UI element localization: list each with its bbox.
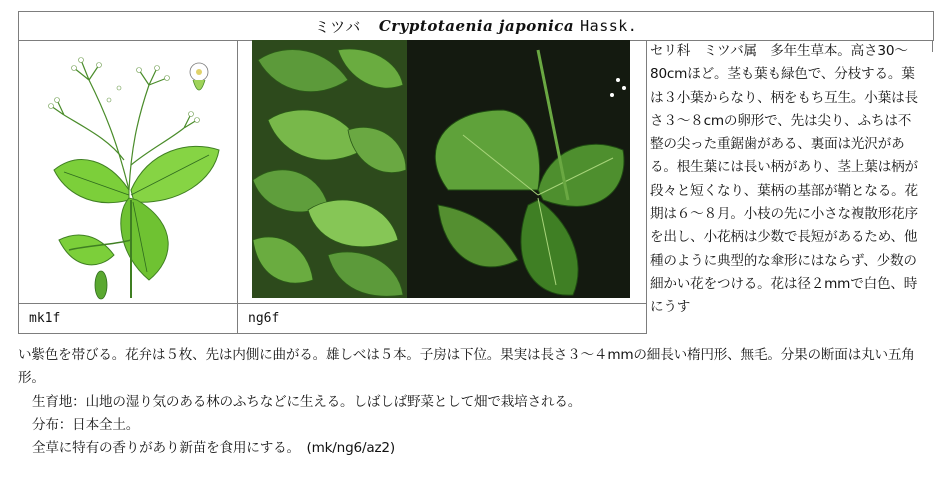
fruit-detail xyxy=(95,271,107,299)
japanese-name: ミツバ xyxy=(314,17,361,36)
scientific-name: Cryptotaenia japonica xyxy=(378,17,575,35)
botanical-illustration xyxy=(19,40,237,303)
photo-caption: ng6f xyxy=(238,304,647,334)
image-table xyxy=(18,40,647,334)
botanical-illustration-cell xyxy=(19,40,238,303)
caption-row xyxy=(19,303,647,334)
distribution-text: 分布：日本全土。 xyxy=(32,416,140,433)
description-side: セリ科 ミツバ属 多年生草本。高さ30～80cmほど。茎も葉も緑色で、分枝する。葉は３小葉からなり、柄をもち互生。小葉は長さ３～８cmの卵形で、先は尖り、ふちは不整の尖った重鋸歯がある、裏面は光沢がある。根生葉には長い柄があり、茎上葉は柄が段々と短くなり、葉柄の基部が鞘となる。花期は６～８月。小枝の先に小さな複散形花序を出し、小花柄は少数で長短があるため、他種のように典型的な傘形にはならず、少数の細かい花をつける。花は径２mmで白色、時にうす xyxy=(650,43,918,316)
photo-cell xyxy=(238,40,647,303)
usage-note: 全草に特有の香りがあり新苗を食用にする。 (mk/ng6/az2) xyxy=(32,440,395,457)
description-body xyxy=(18,344,924,460)
plant-photo xyxy=(238,40,646,303)
species-sheet xyxy=(18,11,934,481)
author-name: Hassk. xyxy=(580,17,638,35)
flower-detail xyxy=(190,63,208,90)
table-border xyxy=(932,40,933,52)
description-continued: い紫色を帯びる。花弁は５枚、先は内側に曲がる。雄しべは５本。子房は下位。果実は長さ３～４mmの細長い楕円形、無毛。分果の断面は丸い五角形。 xyxy=(18,347,915,387)
title-bar xyxy=(18,11,934,41)
illustration-caption: mk1f xyxy=(19,304,238,334)
habitat-text: 生育地：山地の湿り気のある林のふちなどに生える。しばしば野菜として畑で栽培される。 xyxy=(32,393,582,410)
